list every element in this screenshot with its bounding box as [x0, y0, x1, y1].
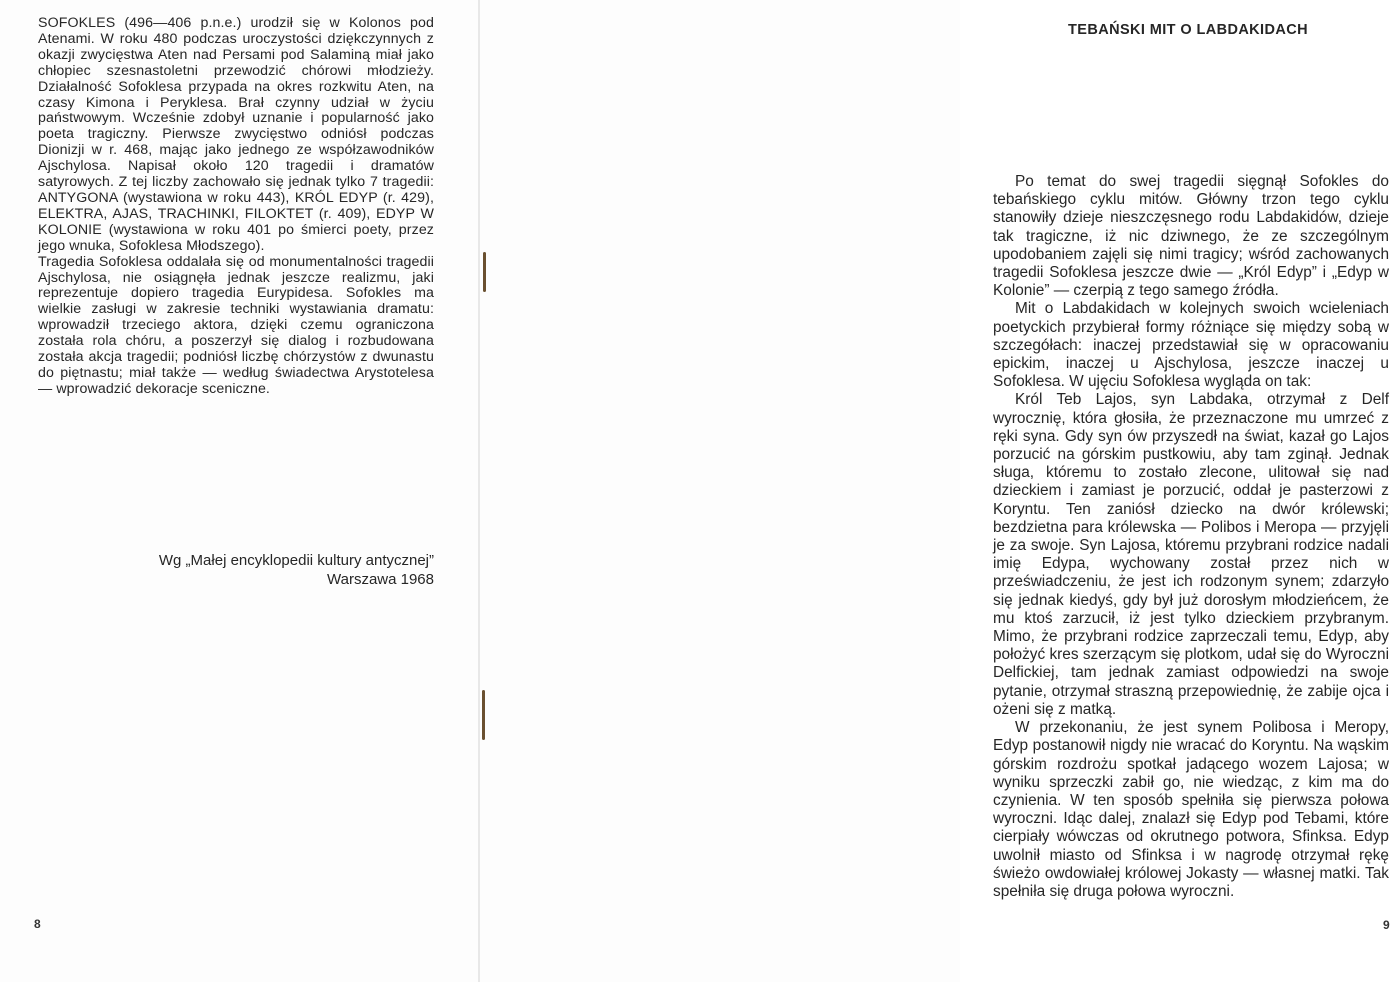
myth-paragraph-3: Król Teb Lajos, syn Labdaka, otrzymał z Delf wyrocznię, która głosiła, że przeznaczone mu umrzeć z ręki syna. Gdy syn ów przyszedł na świat, kazał go Lajos porzucić na górskim pustkowiu, aby tam zginął. Jednak sługa, któremu to zostało zlecone, ulitował się nad dzieckiem i zamiast je porzucić, oddał je pasterzowi z Koryntu. Ten zaniósł dziecko na dwór królewski; bezdzietna para królewska — Polibos i Meropa — przyjęli je za swoje. Syn Lajosa, któremu przybrani rodzice nadali imię Edypa, wychowany został przez nich w przeświadczeniu, że jest ich rodzonym synem; zdarzyło się jednak kiedyś, gdy był już dorosłym młodzieńcem, że mu ktoś zarzucił, iż jest tylko dzieckiem przybranym. Mimo, że przybrani rodzice zaprzeczali temu, Edyp, aby położyć kres szerzącym się plotkom, udał się do Wyroczni Delfickiej, tam jednak zamiast odpowiedzi na swoje pytanie, otrzymał straszną przepowiednię, że zabije ojca i ożeni się z matką.: [993, 391, 1389, 718]
biography-text: [38, 16, 434, 398]
page-number-left: 8: [34, 917, 41, 931]
left-page: [0, 0, 478, 982]
biography-paragraph-2: Tragedia Sofoklesa oddalała się od monumentalności tragedii Ajschylosa, nie osiągnęła jednak jeszcze realizmu, jaki reprezentuje dopiero tragedia Eurypidesa. Sofokles ma wielkie zasługi w zakresie techniki wystawiania dramatu: wprowadził trzeciego aktora, dzięki czemu ograniczona została rola chóru, a poszerzył się dialog i rozbudowana została akcja tragedii; podniósł liczbę chórzystów z dwunastu do piętnastu; miał także — według świadectwa Arystotelesa — wprowadzić dekoracje sceniczne.: [38, 253, 434, 397]
source-title: Wg „Małej encyklopedii kultury antycznej”: [158, 552, 434, 569]
myth-paragraph-4: W przekonaniu, że jest synem Polibosa i Meropy, Edyp postanowił nigdy nie wracać do Koryntu. Na wąskim górskim rozdrożu spotkał jadącego wozem Lajosa; w wyniku sprzeczki zabił go, nie wiedząc, z kim ma do czynienia. W ten sposób spełniła się pierwsza połowa wyroczni. Idąc dalej, znalazł się Edyp pod Tebami, które cierpiały wówczas od okrutnego potwora, Sfinksa. Edyp uwolnił miasto od Sfinksa i w nagrodę otrzymał rękę świeżo owdowiałej królowej Jokasty — własnej matki. Tak spełniła się druga połowa wyroczni.: [993, 719, 1389, 900]
myth-paragraph-1: Po temat do swej tragedii sięgnął Sofokles do tebańskiego cyklu mitów. Główny trzon tego cyklu stanowiły dzieje nieszczęsnego rodu Labdakidów, dzieje tak tragiczne, iż nic dziwnego, że ze szczególnym upodobaniem zajęli się nimi tragicy; wśród zachowanych tragedii Sofoklesa jeszcze dwie — „Król Edyp” i „Edyp w Kolonie” — czerpią z tego samego źródła.: [993, 173, 1389, 300]
myth-paragraph-2: Mit o Labdakidach w kolejnych swoich wcieleniach poetyckich przybierał formy różniące się między sobą w szczegółach: inaczej przedstawiał się w opracowaniu epickim, inaczej u Ajschylosa, jeszcze inaczej u Sofoklesa. W ujęciu Sofoklesa wygląda on tak:: [993, 300, 1389, 391]
biography-paragraph-1: SOFOKLES (496—406 p.n.e.) urodził się w Kolonos pod Atenami. W roku 480 podczas uroczystości dziękczynnych z okazji zwycięstwa Aten nad Persami pod Salaminą miał jako chłopiec szesnastoletni przewodzić chórowi młodzieży. Działalność Sofoklesa przypada na okres rozkwitu Aten, na czasy Kimona i Peryklesa. Brał czynny udział w życiu państwowym. Wcześnie zdobył uznanie i popularność jako poeta tragiczny. Pierwsze zwycięstwo odniósł podczas Dionizji w r. 468, mając jako jednego ze współzawodników Ajschylosa. Napisał około 120 tragedii i dramatów satyrowych. Z tej liczby zachowało się jednak tylko 7 tragedii: ANTYGONA (wystawiona w roku 443), KRÓL EDYP (r. 429), ELEKTRA, AJAS, TRACHINKI, FILOKTET (r. 409), EDYP W KOLONIE (wystawiona w roku 401 po śmierci poety, przez jego wnuka, Sofoklesa Młodszego).: [38, 15, 434, 254]
source-citation: [118, 551, 434, 589]
myth-text: [993, 173, 1389, 901]
source-place-year: Warszawa 1968: [327, 571, 434, 588]
page-number-right: 9: [1383, 918, 1390, 932]
chapter-heading: TEBAŃSKI MIT O LABDAKIDACH: [1068, 22, 1308, 38]
right-page: [480, 0, 1390, 982]
